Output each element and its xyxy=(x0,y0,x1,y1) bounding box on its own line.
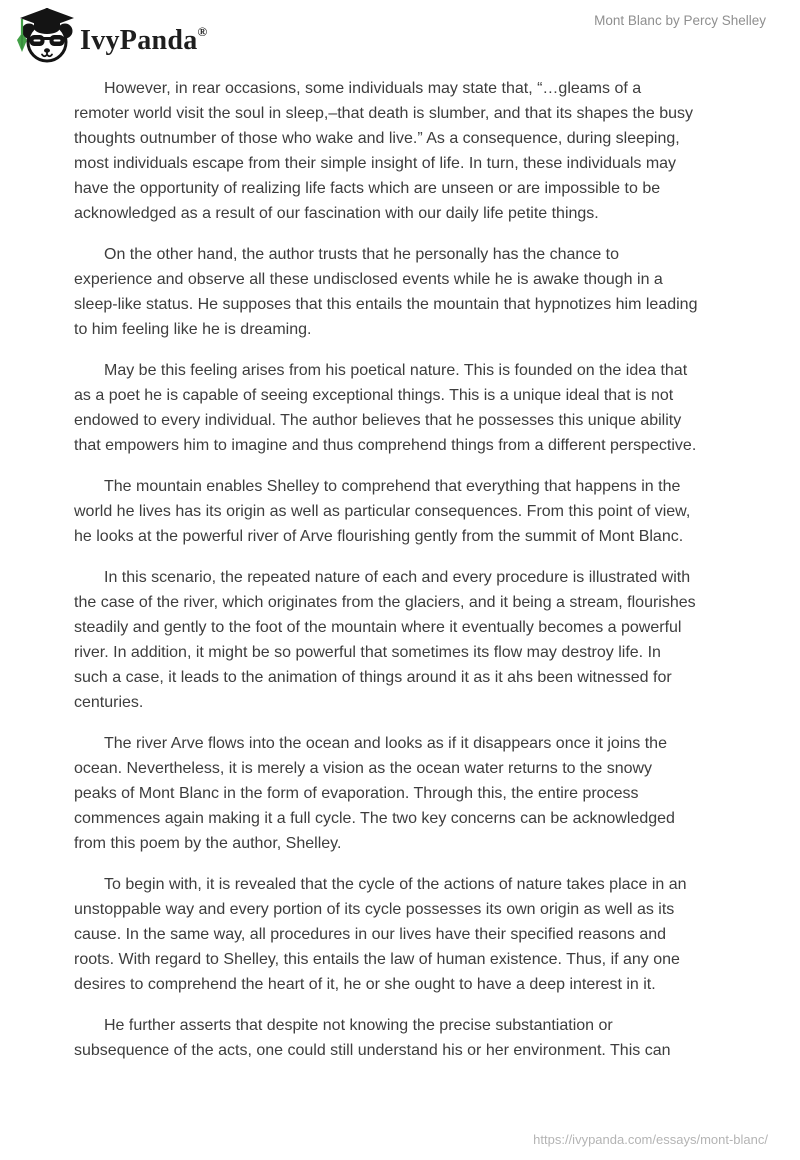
text-line: roots. With regard to Shelley, this entails the law of human existence. Thus, if any one xyxy=(74,951,680,968)
text-line: unstoppable way and every portion of its cycle possesses its own origin as well as its xyxy=(74,901,675,918)
text-line: experience and observe all these undisclosed events while he is awake though in a xyxy=(74,271,663,288)
text-line: sleep-like status. He supposes that this entails the mountain that hypnotizes him leading xyxy=(74,296,698,313)
text-line: thoughts outnumber of those who wake and live.” As a consequence, during sleeping, xyxy=(74,130,680,147)
text-line: the case of the river, which originates from the glaciers, and it being a stream, flourishes xyxy=(74,594,696,611)
text-line: commences again making it a full cycle. The two key concerns can be acknowledged xyxy=(74,810,675,827)
text-line: subsequence of the acts, one could still understand his or her environment. This can xyxy=(74,1042,671,1059)
source-url: https://ivypanda.com/essays/mont-blanc/ xyxy=(533,1132,768,1147)
paragraph xyxy=(74,474,725,549)
text-line: ocean. Nevertheless, it is merely a vision as the ocean water returns to the snowy xyxy=(74,760,653,777)
panda-graduate-icon xyxy=(14,7,74,63)
registered-trademark: ® xyxy=(197,24,208,39)
essay-body xyxy=(74,76,725,1079)
brand-name: IvyPanda® xyxy=(80,24,208,56)
text-line: peaks of Mont Blanc in the form of evaporation. Through this, the entire process xyxy=(74,785,639,802)
text-line: On the other hand, the author trusts that he personally has the chance to xyxy=(104,246,619,263)
paragraph xyxy=(74,565,725,715)
text-line: In this scenario, the repeated nature of each and every procedure is illustrated with xyxy=(104,569,691,586)
text-line: to him feeling like he is dreaming. xyxy=(74,321,312,338)
text-line: centuries. xyxy=(74,694,144,711)
text-line: have the opportunity of realizing life facts which are unseen or are impossible to be xyxy=(74,180,661,197)
text-line: cause. In the same way, all procedures in our lives have their specified reasons and xyxy=(74,926,667,943)
ivypanda-logo xyxy=(14,7,74,63)
paragraph xyxy=(74,731,725,856)
document-title: Mont Blanc by Percy Shelley xyxy=(594,13,766,28)
text-line: To begin with, it is revealed that the cycle of the actions of nature takes place in an xyxy=(104,876,687,893)
text-line: world he lives has its origin as well as particular consequences. From this point of view, xyxy=(74,503,691,520)
text-line: as a poet he is capable of seeing exceptional things. This is a unique ideal that is not xyxy=(74,387,674,404)
text-line: The river Arve flows into the ocean and looks as if it disappears once it joins the xyxy=(104,735,667,752)
text-line: desires to comprehend the heart of it, he or she ought to have a deep interest in it. xyxy=(74,976,656,993)
text-line: that empowers him to imagine and thus comprehend things from a different perspective. xyxy=(74,437,697,454)
text-line: He further asserts that despite not knowing the precise substantiation or xyxy=(104,1017,613,1034)
text-line: May be this feeling arises from his poetical nature. This is founded on the idea that xyxy=(104,362,688,379)
paragraph xyxy=(74,1013,725,1063)
text-line: acknowledged as a result of our fascination with our daily life petite things. xyxy=(74,205,599,222)
paragraph xyxy=(74,76,725,226)
text-line: The mountain enables Shelley to comprehend that everything that happens in the xyxy=(104,478,681,495)
text-line: river. In addition, it might be so powerful that sometimes its flow may destroy life. In xyxy=(74,644,661,661)
text-line: most individuals escape from their simple insight of life. In turn, these individuals may xyxy=(74,155,677,172)
text-line: However, in rear occasions, some individuals may state that, “…gleams of a xyxy=(104,80,642,97)
text-line: steadily and gently to the foot of the mountain where it eventually becomes a powerful xyxy=(74,619,682,636)
text-line: such a case, it leads to the animation of things around it as it ahs been witnessed for xyxy=(74,669,672,686)
text-line: endowed to every individual. The author believes that he possesses this unique ability xyxy=(74,412,682,429)
page-header xyxy=(0,0,800,66)
text-line: remoter world visit the soul in sleep,–that death is slumber, and that its shapes the busy xyxy=(74,105,693,122)
text-line: he looks at the powerful river of Arve flourishing gently from the summit of Mont Blanc. xyxy=(74,528,684,545)
paragraph xyxy=(74,358,725,458)
paragraph xyxy=(74,872,725,997)
paragraph xyxy=(74,242,725,342)
text-line: from this poem by the author, Shelley. xyxy=(74,835,342,852)
